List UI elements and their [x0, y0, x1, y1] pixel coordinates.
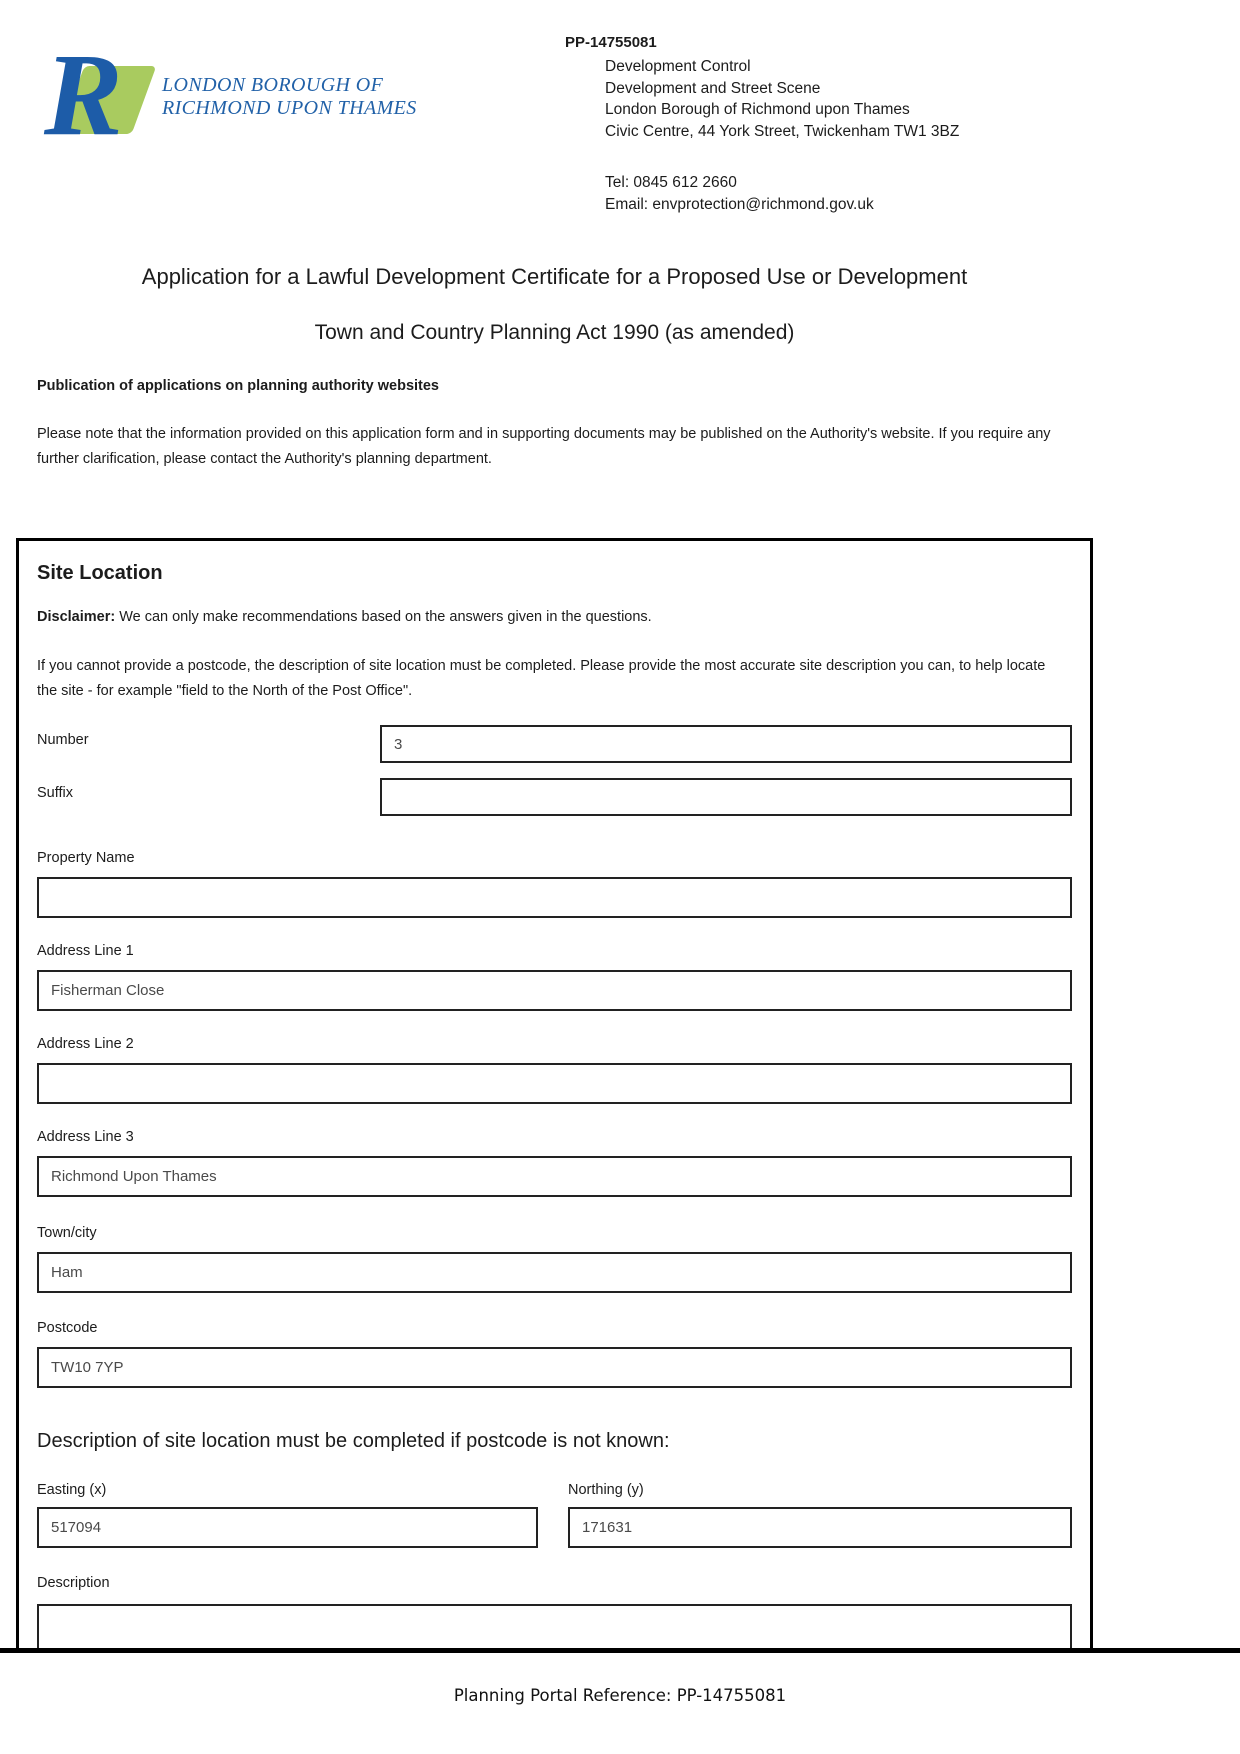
address-line-3-input[interactable] [37, 1156, 1072, 1197]
disclaimer-body: We can only make recommendations based on the answers given in the questions. [119, 609, 652, 625]
disclaimer-text [37, 609, 652, 625]
logo-wordmark-line1: LONDON BOROUGH OF [162, 74, 384, 96]
richmond-borough-logo [40, 29, 170, 160]
authority-address-line: London Borough of Richmond upon Thames [605, 101, 910, 118]
planning-reference-number: PP-14755081 [565, 34, 657, 51]
northing-input[interactable] [568, 1507, 1072, 1548]
property-name-input[interactable] [37, 877, 1072, 918]
authority-address-line: Development and Street Scene [605, 79, 821, 97]
publication-note-heading: Publication of applications on planning authority websites [37, 378, 439, 394]
site-location-intro: If you cannot provide a postcode, the description of site location must be completed. Please provide the most accurate site description you can, to help locate the site - for example "field to the North of the Post Office". [37, 658, 1046, 699]
suffix-field-row [37, 778, 1072, 818]
address-line-2-input[interactable] [37, 1063, 1072, 1104]
suffix-label: Suffix [37, 785, 74, 801]
postcode-field-row [37, 1320, 1072, 1390]
address-line-1-field-row [37, 943, 1072, 1013]
address-line-2-label: Address Line 2 [37, 1036, 134, 1052]
publication-note-body: Please note that the information provided on this application form and in supporting documents may be published on the Authority's website. If you require any further clarification, please contact the Authority's planning department. [37, 426, 1051, 467]
northing-label: Northing (y) [568, 1482, 644, 1498]
authority-address-line: Civic Centre, 44 York Street, Twickenham TW1 3BZ [605, 122, 960, 140]
form-subtitle: Town and Country Planning Act 1990 (as amended) [314, 321, 795, 344]
address-line-1-input[interactable] [37, 970, 1072, 1011]
easting-label: Easting (x) [37, 1482, 107, 1498]
logo-wordmark [162, 74, 417, 120]
logo-r-letter: R [44, 29, 123, 160]
number-input[interactable] [380, 725, 1072, 763]
description-textarea[interactable] [37, 1604, 1072, 1648]
footer-reference-text: Planning Portal Reference: PP-14755081 [453, 1686, 787, 1705]
address-line-3-field-row [37, 1129, 1072, 1199]
postcode-label: Postcode [37, 1320, 98, 1336]
description-requirement-heading: Description of site location must be completed if postcode is not known: [37, 1430, 670, 1452]
property-name-field-row [37, 850, 1072, 920]
authority-address-line: Development Control [605, 58, 751, 75]
address-line-3-label: Address Line 3 [37, 1129, 134, 1145]
easting-field-row [37, 1482, 538, 1552]
property-name-label: Property Name [37, 850, 135, 866]
town-city-label: Town/city [37, 1225, 97, 1241]
footer-divider-rule [0, 1648, 1240, 1653]
number-label: Number [37, 732, 89, 748]
form-title: Application for a Lawful Development Certificate for a Proposed Use or Development [141, 264, 968, 289]
authority-address-block [605, 56, 959, 142]
number-field-row [37, 725, 1072, 765]
site-location-section [16, 538, 1093, 1648]
logo-wordmark-line2: RICHMOND UPON THAMES [162, 97, 417, 119]
disclaimer-label: Disclaimer: [37, 609, 116, 625]
address-line-2-field-row [37, 1036, 1072, 1106]
address-line-1-label: Address Line 1 [37, 943, 134, 959]
northing-field-row [568, 1482, 1072, 1552]
easting-input[interactable] [37, 1507, 538, 1548]
town-city-field-row [37, 1225, 1072, 1295]
description-label: Description [37, 1575, 110, 1591]
authority-email: Email: envprotection@richmond.gov.uk [605, 196, 874, 213]
authority-telephone: Tel: 0845 612 2660 [605, 174, 737, 191]
site-location-heading: Site Location [37, 562, 163, 584]
suffix-input[interactable] [380, 778, 1072, 816]
town-city-input[interactable] [37, 1252, 1072, 1293]
postcode-input[interactable] [37, 1347, 1072, 1388]
